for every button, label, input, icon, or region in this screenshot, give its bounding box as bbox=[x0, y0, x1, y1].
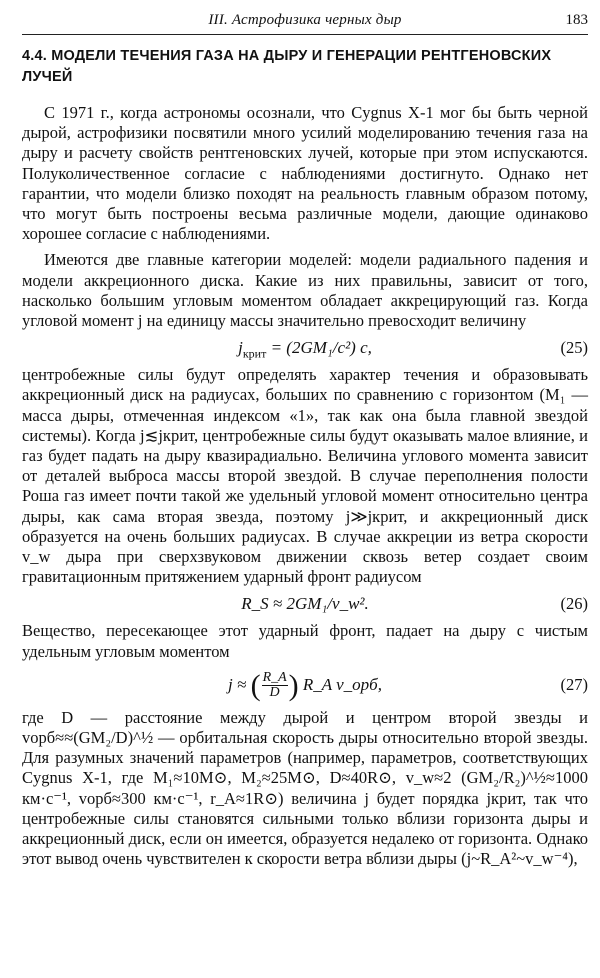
section-heading: 4.4. МОДЕЛИ ТЕЧЕНИЯ ГАЗА НА ДЫРУ И ГЕНЕРАЦИИ РЕНТГЕНОВСКИХ ЛУЧЕЙ bbox=[22, 48, 552, 85]
equation-27-expression bbox=[22, 662, 588, 709]
paragraph-shock-front: Вещество, пересекающее этот ударный фронт, падает на дыру с чистым удельным угловым моментом bbox=[22, 621, 588, 661]
equation-26-number: (26) bbox=[560, 594, 588, 614]
paragraph-intro: С 1971 г., когда астрономы осознали, что Cygnus X-1 мог бы быть черной дырой, астрофизики посвятили много усилий моделированию течения газа на дыру и расчету свойств рентгеновских лучей, которые при этом испускаются. Полуколичественное согласие с наблюдениями достигнуто. Однако нет гарантии, что модели близко походят на реальность главным образом потому, что могут быть построены весьма различные модели, дающие одинаково хорошее согласие с наблюдениями. bbox=[22, 103, 588, 244]
page-content bbox=[22, 46, 588, 870]
running-header bbox=[22, 6, 588, 35]
eq25-rhs: = (2GM₁/c²) c, bbox=[270, 338, 372, 358]
eq25-lhs: j bbox=[238, 338, 243, 358]
running-title: III. Астрофизика черных дыр bbox=[208, 12, 402, 28]
page-number: 183 bbox=[565, 12, 588, 28]
right-paren-glyph: ) bbox=[288, 668, 299, 702]
eq25-lhs-subscript: крит bbox=[242, 346, 267, 361]
eq27-fraction bbox=[262, 671, 288, 700]
paragraph-parameters: где D — расстояние между дырой и центром второй звезды и vорб≈≈(GM₂/D)^½ — орбитальная скорость дыры относительно второй звезды. Для разумных значений параметров (например, параметров, соответствующих Cygnus X-1, где M₁≈10M⊙, M₂≈25M⊙, D≈40R⊙, v_w≈2 (GM₂/R₂)^½≈1000 км·с⁻¹, vорб≈300 км·с⁻¹, r_A≈1R⊙) величина j будет порядка jкрит, так что центробежные силы становятся сильными только вблизи горизонта дыры и аккреционный диск, если он имеется, образуется недалеко от горизонта. Однако этот вывод очень чувствителен к скорости ветра вблизи дыры (j~R_A²~v_w⁻⁴), bbox=[22, 707, 588, 869]
equation-27-number: (27) bbox=[560, 674, 588, 694]
equation-25 bbox=[22, 331, 588, 365]
paragraph-centrifugal: центробежные силы будут определять характер течения и образовывать аккреционный диск на радиусах, больших по сравнению с горизонтом (M₁ — масса дыры, отмеченная индексом «1», так как она была главной звездой системы). Когда j≲jкрит, центробежные силы будут оказывать малое влияние, и газ будет падать на дыру квазирадиально. Величина углового момента зависит от деталей выброса массы второй звездой. В случае переполнения полости Роша газ имеет почти такой же удельный угловой момент относительно центра дыры, как сама вторая звезда, поэтому j≫jкрит, и аккреционный диск образуется на очень больших радиусах. В случае аккреции из ветра скорости v_w дыра при сверхзвуковом движении сквозь ветер создает своим гравитационным притяжением ударный фронт радиусом bbox=[22, 365, 588, 587]
equation-27 bbox=[22, 662, 588, 708]
eq27-rhs: R_A v_орб, bbox=[302, 674, 382, 694]
equation-26 bbox=[22, 587, 588, 621]
eq27-fraction-numerator: R_A bbox=[262, 670, 287, 686]
equation-25-expression bbox=[22, 331, 588, 370]
eq27-lhs: j ≈ bbox=[228, 674, 247, 694]
equation-26-expression: R_S ≈ 2GM₁/v_w². bbox=[241, 594, 369, 614]
left-paren-glyph: ( bbox=[250, 668, 261, 702]
eq27-fraction-denominator: D bbox=[269, 685, 280, 701]
paragraph-model-categories: Имеются две главные категории моделей: модели радиального падения и модели аккреционного диска. Какие из них правильны, зависит от того, насколько большим угловым моментом обладает аккрецирующий газ. Когда угловой момент j на единицу массы значительно превосходит величину bbox=[22, 250, 588, 331]
equation-25-number: (25) bbox=[560, 338, 588, 358]
